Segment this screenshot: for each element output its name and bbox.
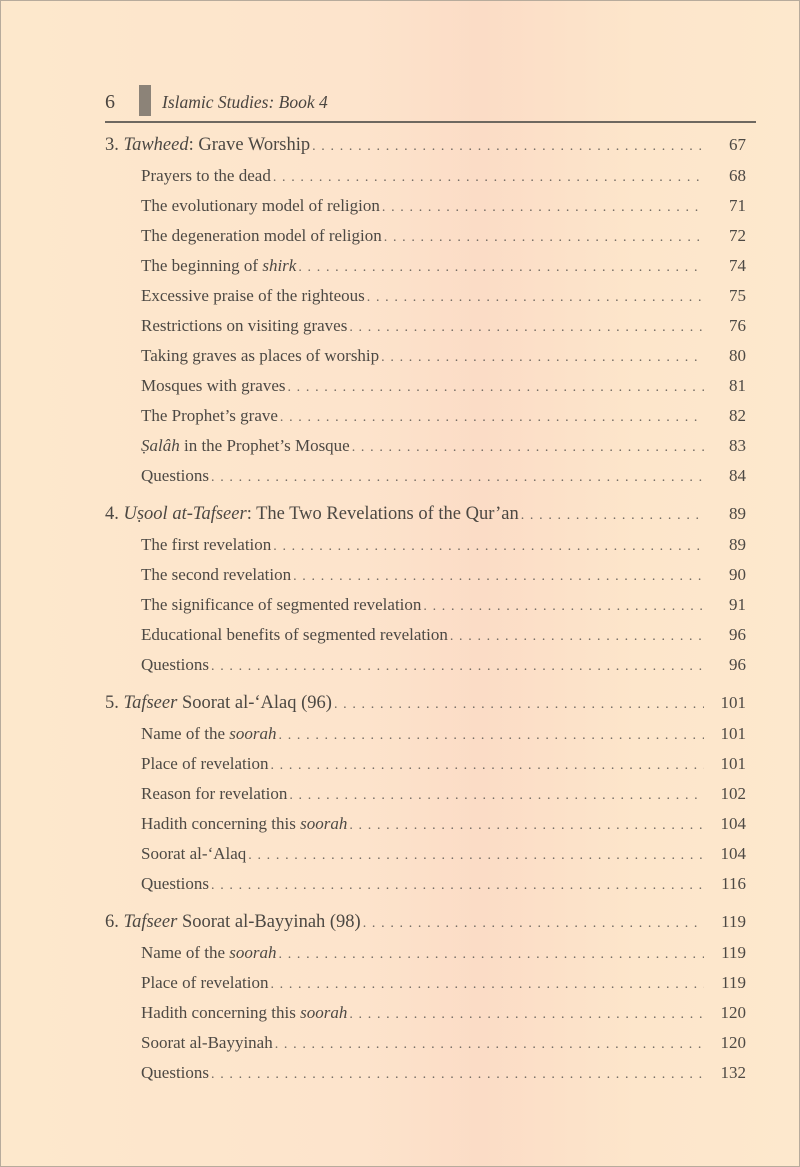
dot-leader — [293, 562, 704, 592]
section-title — [141, 191, 380, 221]
toc-section-entry[interactable] — [105, 161, 746, 191]
section-page-number: 132 — [720, 1063, 746, 1082]
toc-section-entry[interactable] — [105, 341, 746, 371]
chapter-page-number: 67 — [729, 135, 746, 154]
section-title-pre: Taking graves as places of worship — [141, 346, 380, 365]
section-title-pre: Educational benefits of segmented revelation — [141, 625, 448, 644]
toc-section-entry[interactable] — [105, 251, 746, 281]
section-title — [141, 281, 365, 311]
section-page-number: 75 — [729, 286, 746, 305]
section-page-number: 101 — [720, 754, 746, 773]
section-page-number: 104 — [720, 814, 746, 833]
dot-leader — [273, 163, 704, 193]
dot-leader — [352, 433, 704, 463]
section-title — [141, 779, 287, 809]
section-title-pre: Name of the — [141, 943, 230, 962]
section-title-italic: soorah — [300, 1003, 348, 1022]
chapter-page-number: 89 — [729, 504, 746, 523]
toc-section-entry[interactable] — [105, 590, 746, 620]
section-page-number: 84 — [729, 466, 746, 485]
section-title-pre: The beginning of — [141, 256, 263, 275]
dot-leader — [521, 501, 704, 531]
section-title-italic: shirk — [262, 256, 297, 275]
section-title — [141, 998, 347, 1028]
section-page-number: 116 — [721, 874, 746, 893]
section-title-pre: Questions — [141, 874, 209, 893]
section-title-pre: Soorat al-‘Alaq — [141, 844, 247, 863]
dot-leader — [384, 223, 704, 253]
chapter-title-rest: Soorat al-‘Alaq (96) — [177, 693, 332, 713]
section-title — [141, 311, 347, 341]
chapter-title-italic: Tafseer — [123, 693, 178, 713]
section-title-pre: The second revelation — [141, 565, 292, 584]
toc-section-entry[interactable] — [105, 779, 746, 809]
dot-leader — [450, 622, 704, 652]
section-title — [141, 839, 246, 869]
toc-chapter — [105, 907, 746, 1088]
section-title — [141, 1058, 209, 1088]
dot-leader — [312, 132, 704, 162]
toc-chapter-entry[interactable] — [105, 499, 746, 530]
toc-section-entry[interactable] — [105, 560, 746, 590]
toc-section-entry[interactable] — [105, 530, 746, 560]
toc-section-entry[interactable] — [105, 998, 746, 1028]
section-title-pre: Hadith concerning this — [141, 1003, 301, 1022]
chapter-number: 4. — [105, 504, 119, 524]
chapter-page-number: 101 — [720, 693, 746, 712]
section-title-pre: Restrictions on visiting graves — [141, 316, 348, 335]
dot-leader — [289, 781, 704, 811]
dot-leader — [367, 283, 704, 313]
toc-section-entry[interactable] — [105, 1058, 746, 1088]
dot-leader — [349, 811, 704, 841]
dot-leader — [211, 652, 704, 682]
section-page-number: 82 — [729, 406, 746, 425]
dot-leader — [423, 592, 704, 622]
dot-leader — [248, 841, 704, 871]
section-title — [141, 161, 271, 191]
toc-section-entry[interactable] — [105, 839, 746, 869]
toc-section-entry[interactable] — [105, 281, 746, 311]
dot-leader — [270, 751, 704, 781]
section-title-pre: Place of revelation — [141, 754, 269, 773]
dot-leader — [273, 532, 704, 562]
table-of-contents — [105, 130, 746, 1096]
section-title — [141, 809, 347, 839]
section-page-number: 72 — [729, 226, 746, 245]
dot-leader — [211, 871, 704, 901]
dot-leader — [270, 970, 704, 1000]
section-title — [141, 530, 271, 560]
section-title-pre: Questions — [141, 466, 209, 485]
dot-leader — [211, 1060, 704, 1090]
toc-section-entry[interactable] — [105, 968, 746, 998]
section-title — [141, 401, 278, 431]
section-title — [141, 461, 209, 491]
toc-section-entry[interactable] — [105, 221, 746, 251]
dot-leader — [349, 1000, 704, 1030]
section-title — [141, 650, 209, 680]
section-page-number: 102 — [720, 784, 746, 803]
chapter-title — [105, 688, 332, 718]
section-title — [141, 251, 296, 281]
section-page-number: 90 — [729, 565, 746, 584]
section-title-pre: The evolutionary model of religion — [141, 196, 380, 215]
toc-section-entry[interactable] — [105, 620, 746, 650]
section-page-number: 120 — [720, 1003, 746, 1022]
section-title-pre: Soorat al-Bayyinah — [141, 1033, 273, 1052]
chapter-title — [105, 130, 310, 160]
toc-section-entry[interactable] — [105, 809, 746, 839]
toc-section-entry[interactable] — [105, 431, 746, 461]
toc-section-entry[interactable] — [105, 191, 746, 221]
toc-section-entry[interactable] — [105, 650, 746, 680]
toc-section-entry[interactable] — [105, 869, 746, 899]
chapter-title-italic: Tafseer — [123, 912, 178, 932]
chapter-title-rest: Soorat al-Bayyinah (98) — [177, 912, 361, 932]
section-title-italic: soorah — [229, 724, 277, 743]
chapter-title-italic: Uṣool at-Tafseer — [123, 504, 247, 524]
toc-section-entry[interactable] — [105, 311, 746, 341]
toc-section-entry[interactable] — [105, 1028, 746, 1058]
book-title: Islamic Studies: Book 4 — [162, 92, 328, 112]
section-title-pre: Questions — [141, 655, 209, 674]
section-page-number: 71 — [729, 196, 746, 215]
dot-leader — [382, 193, 704, 223]
dot-leader — [287, 373, 704, 403]
section-title-pre: Prayers to the dead — [141, 166, 271, 185]
dot-leader — [381, 343, 704, 373]
section-title — [141, 1028, 273, 1058]
dot-leader — [280, 403, 704, 433]
section-page-number: 74 — [729, 256, 746, 275]
header-bar-decoration — [139, 85, 151, 116]
section-page-number: 81 — [729, 376, 746, 395]
toc-chapter — [105, 688, 746, 899]
section-title-pre: Questions — [141, 1063, 209, 1082]
section-title — [141, 341, 379, 371]
section-page-number: 104 — [720, 844, 746, 863]
section-page-number: 119 — [721, 973, 746, 992]
chapter-title-rest: : Grave Worship — [188, 135, 311, 155]
toc-section-entry[interactable] — [105, 461, 746, 491]
section-title — [141, 371, 285, 401]
section-page-number: 96 — [729, 625, 746, 644]
section-page-number: 89 — [729, 535, 746, 554]
toc-section-entry[interactable] — [105, 938, 746, 968]
section-title — [141, 590, 421, 620]
toc-chapter-entry[interactable] — [105, 907, 746, 938]
chapter-number: 3. — [105, 135, 119, 155]
toc-chapter — [105, 130, 746, 491]
dot-leader — [334, 690, 704, 720]
section-page-number: 120 — [720, 1033, 746, 1052]
section-title-pre: Mosques with graves — [141, 376, 286, 395]
page-number: 6 — [105, 91, 115, 113]
section-page-number: 83 — [729, 436, 746, 455]
chapter-title-italic: Tawheed — [123, 135, 189, 155]
section-page-number: 119 — [721, 943, 746, 962]
toc-chapter-entry[interactable] — [105, 688, 746, 719]
section-title-pre: Name of the — [141, 724, 230, 743]
section-title-italic: soorah — [300, 814, 348, 833]
toc-section-entry[interactable] — [105, 749, 746, 779]
section-page-number: 76 — [729, 316, 746, 335]
section-title — [141, 869, 209, 899]
section-title-pre: Excessive praise of the righteous — [141, 286, 365, 305]
toc-section-entry[interactable] — [105, 371, 746, 401]
section-page-number: 91 — [729, 595, 746, 614]
section-title — [141, 431, 350, 461]
header-rule — [105, 121, 756, 123]
chapter-title-rest: : The Two Revelations of the Qur’an — [246, 504, 519, 524]
section-title — [141, 560, 291, 590]
section-title-pre: Place of revelation — [141, 973, 269, 992]
section-title — [141, 938, 277, 968]
section-title-pre: The degeneration model of religion — [141, 226, 382, 245]
dot-leader — [279, 940, 704, 970]
chapter-title — [105, 499, 519, 529]
section-title-pre: The significance of segmented revelation — [141, 595, 422, 614]
toc-chapter-entry[interactable] — [105, 130, 746, 161]
section-title — [141, 749, 268, 779]
dot-leader — [279, 721, 704, 751]
toc-section-entry[interactable] — [105, 401, 746, 431]
chapter-title — [105, 907, 361, 937]
section-title — [141, 620, 448, 650]
running-header — [105, 85, 756, 122]
dot-leader — [298, 253, 704, 283]
toc-chapter — [105, 499, 746, 680]
section-page-number: 96 — [729, 655, 746, 674]
section-title — [141, 719, 277, 749]
dot-leader — [363, 909, 704, 939]
section-title-italic: Ṣalâh — [141, 436, 180, 455]
section-title-italic: soorah — [229, 943, 277, 962]
section-title-pre: Hadith concerning this — [141, 814, 301, 833]
section-title — [141, 968, 268, 998]
section-title-pre: The Prophet’s grave — [141, 406, 278, 425]
chapter-page-number: 119 — [721, 912, 746, 931]
section-page-number: 101 — [720, 724, 746, 743]
dot-leader — [211, 463, 704, 493]
toc-section-entry[interactable] — [105, 719, 746, 749]
chapter-number: 5. — [105, 693, 119, 713]
section-title-pre: Reason for revelation — [141, 784, 288, 803]
chapter-number: 6. — [105, 912, 119, 932]
dot-leader — [275, 1030, 704, 1060]
dot-leader — [349, 313, 704, 343]
section-title-post: in the Prophet’s Mosque — [179, 436, 350, 455]
section-title — [141, 221, 382, 251]
section-title-pre: The first revelation — [141, 535, 272, 554]
section-page-number: 68 — [729, 166, 746, 185]
section-page-number: 80 — [729, 346, 746, 365]
